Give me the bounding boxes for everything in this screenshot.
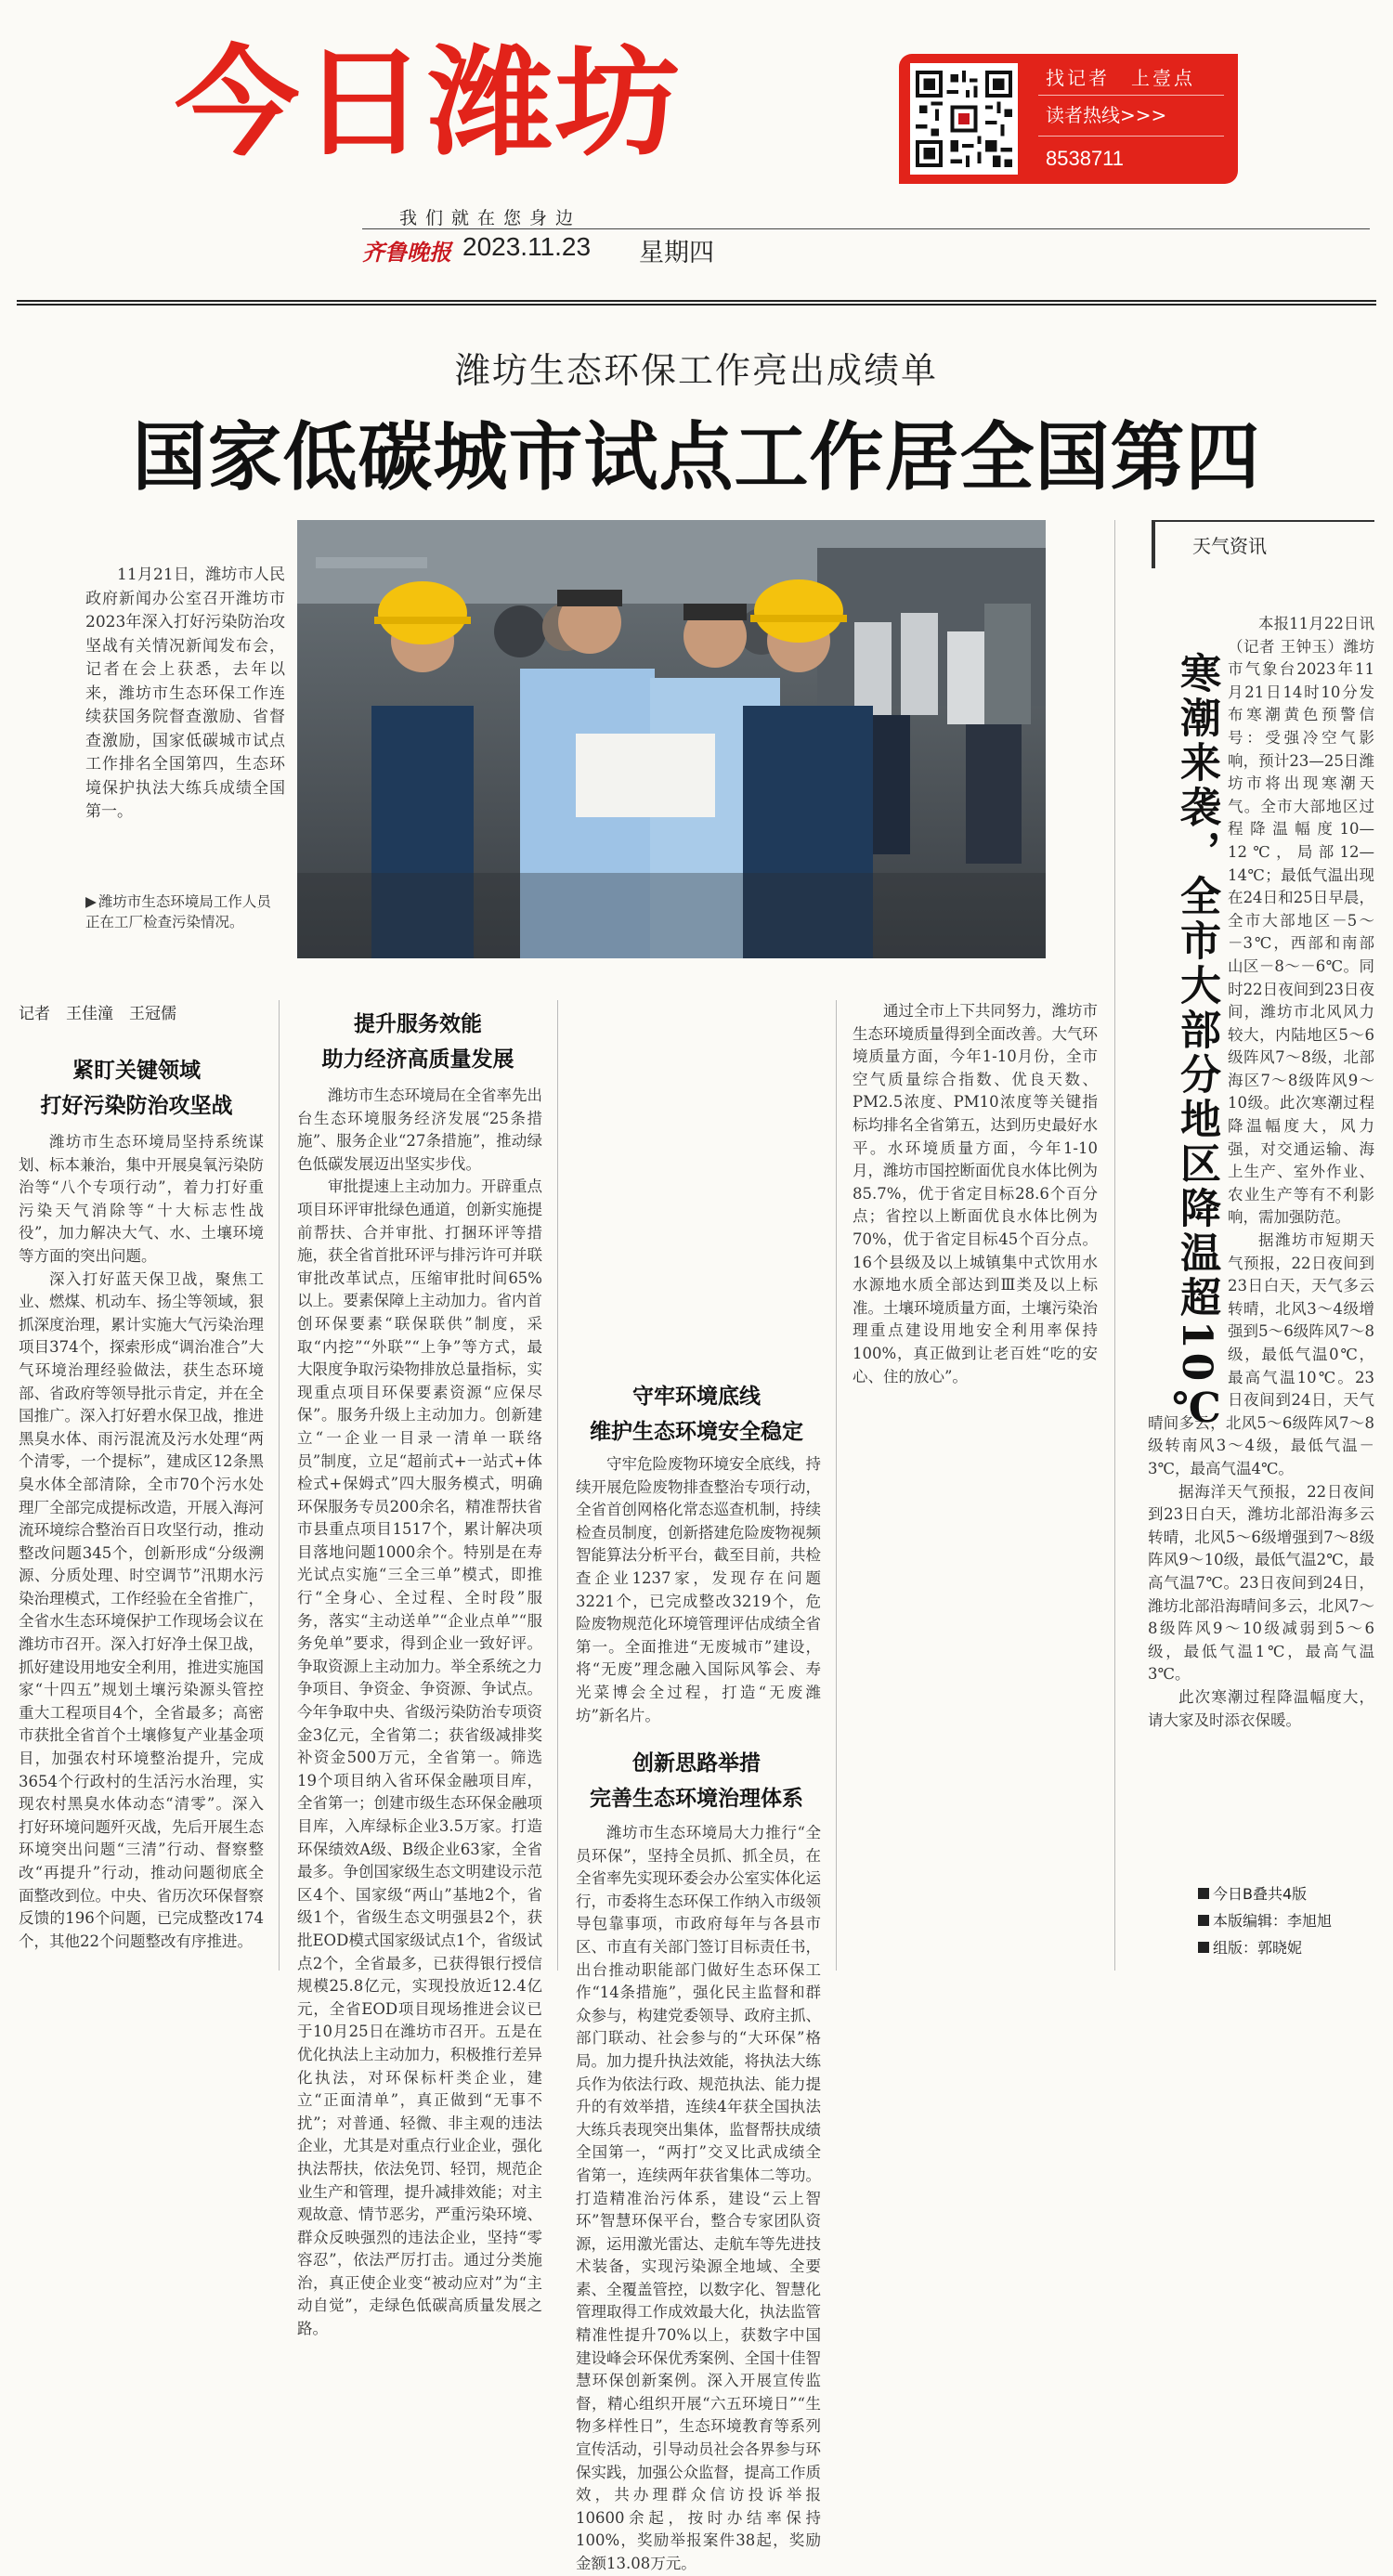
triangle-icon: ▶ [85,893,97,910]
masthead [0,0,1393,306]
qr-code-icon[interactable] [910,63,1018,175]
article-intro: 11月21日，潍坊市人民政府新闻办公室召开潍坊市2023年深入打好污染防治攻坚战有关情况新闻发布会，记者在会上获悉，去年以来，潍坊市生态环保工作连续获国务院督查激励、省督查激励，国家低碳城市试点工作排名全国第四，生态环境保护执法大练兵成绩全国第一。 [85,566,285,821]
section-heading-line: 提升服务效能 [354,1011,482,1036]
column-divider [557,1000,558,1971]
square-icon [1198,1888,1209,1899]
paragraph: 守牢危险废物环境安全底线，持续开展危险废物排查整治专项行动，全省首创网格化常态巡查机制，持续检查员制度，创新搭建危险废物视频智能算法分析平台，截至目前，共检查企业1237家，发现存在问题3221个，已完成整改3219个，危险废物规范化环境管理评估成绩全省第一。全面推进“无废城市”建设，将“无废”理念融入国际风筝会、寿光菜博会全过程，打造“无废潍坊”新名片。 [576,1455,821,1724]
column-text [576,1453,821,1732]
paragraph: 本报11月22日讯（记者 王钟玉）潍坊市气象台2023年11月21日14时10分发布寒潮黄色预警信号：受强冷空气影响，预计23—25日潍坊市将出现寒潮天气。全市大部地区过程降温幅度10—12℃，局部12—14℃；最低气温出现在24日和25日早晨，全市大部地区－5～－3℃，西部和南部山区－8～－6℃。同时22日夜间到23日夜间，潍坊市北风风力较大，内陆地区5～6级阵风7～8级，北部海区7～8级阵风9～10级。此次寒潮过程降温幅度大，风力强，对交通运输、海上生产、室外作业、农业生产等有不利影响，需加强防范。 [1228,615,1374,1227]
photo-caption [85,891,285,932]
hotline-slogan: 找记者 上壹点 [1046,67,1195,89]
section-heading-line: 维护生态环境安全稳定 [590,1419,803,1444]
masthead-slogan: 我们就在您身边 [399,208,582,228]
column-divider [279,1000,280,1971]
paragraph: 审批提速上主动加力。开辟重点项目环评审批绿色通道，创新实施提前帮扶、合并审批、打捆环评等措施，获全省首批环评与排污许可并联审批改革试点，压缩审批时间65%以上。要素保障上主动加力。省内首创环保要素“联保联供”制度，采取“内挖”“外联”“上争”等方式，最大限度争取污染物排放总量指标，实现重点项目环保要素资源“应保尽保”。服务升级上主动加力。创新建立“一企业一目录一清单一联络员”制度，立足“超前式+一站式+体检式+保姆式”四大服务模式，明确环保服务专员200余名，精准帮扶省市县重点项目1517个，累计解决项目落地问题1000余个。特别是在寿光试点实施“三全三单”模式，即推行“全身心、全过程、全时段”服务，落实“主动送单”“企业点单”“服务免单”要求，得到企业一致好评。争取资源上主动加力。举全系统之力争项目、争资金、争资源、争试点。今年争取中央、省级污染防治专项资金3亿元，全省第二；获省级减排奖补资金500万元，全省第一。筛选19个项目纳入省环保金融项目库，全省第一；创建市级生态环保金融项目库，入库绿标企业3.5万家。打造环保绩效A级、B级企业63家，全省最多。争创国家级生态文明建设示范区4个、国家级“两山”基地2个，省级1个，省级生态文明强县2个，获批EOD模式国家级试点1个，省级试点2个，全省最多，已获得银行授信规模25.8亿元，实现投放近12.4亿元，全省EOD项目现场推进会议已于10月25日在潍坊市召开。五是在优化执法上主动加力，积极推行差异化执法，对环保标杆类企业，建立“正面清单”，真正做到“无事不扰”；对普通、轻微、非主观的违法企业，尤其是对重点行业企业，强化执法帮扶，依法免罚、轻罚，规范企业生产和管理，提升减排效能；对主观故意、情节恶劣，严重污染环境、群众反映强烈的违法企业，坚持“零容忍”，依法严厉打击。通过分类施治，真正使企业变“被动应对”为“主动自觉”，走绿色低碳高质量发展之路。 [297,1177,542,2338]
section-heading-line: 完善生态环境治理体系 [590,1786,803,1811]
paragraph: 据潍坊市短期天气预报，22日夜间到23日白天，天气多云转晴，北风3～4级增强到5～6级阵风7～8级，最低气温0℃，最高气温10℃。23日夜间到24日，天气晴间多云，北风5～6级阵风7～8级转南风3～4级，最低气温－3℃，最高气温4℃。 [1148,1231,1374,1477]
hotline-number[interactable]: 8538711 [1046,147,1125,170]
paragraph: 此次寒潮过程降温幅度大，请大家及时添衣保暖。 [1148,1687,1374,1729]
paragraph: 深入打好蓝天保卫战，聚焦工业、燃煤、机动车、扬尘等领域，狠抓深度治理，累计实施大气污染治理项目374个，探索形成“调治准合”大气环境治理经验做法，获生态环境部、省政府等领导批示肯定，并在全国推广。深入打好碧水保卫战，推进黑臭水体、雨污混流及污水处理“两个清零，一个提标”，建成区12条黑臭水体全部清除，全市70个污水处理厂全部完成提标改造，开展入海河流环境综合整治百日攻坚行动，推动整改问题345个，创新形成“分级溯源、分质处理、时空调节”汛期水污染治理模式，工作经验在全省推广，全省水生态环境保护工作现场会议在潍坊市召开。深入打好净土保卫战，抓好建设用地安全利用，推进实施国家“十四五”规划土壤污染源头管控重大工程项目4个，全省最多；高密市获批全省首个土壤修复产业基金项目，加强农村环境整治提升，完成3654个行政村的生活污水治理，实现农村黑臭水体动态“清零”。深入打好环境问题歼灭战，先后开展生态环境突出问题“三清”行动、督察整改“再提升”行动，推动问题彻底全面整改到位。中央、省历次环保督察反馈的196个问题，已完成整改174个，其他22个问题整改有序推进。 [19,1269,264,1950]
reader-hotline-box [899,54,1238,184]
article-headline: 国家低碳城市试点工作居全国第四 [132,413,1261,501]
section-heading-line: 创新思路举措 [632,1750,761,1776]
section-heading-line: 打好污染防治攻坚战 [40,1093,233,1118]
column-text [297,1085,542,2338]
paragraph: 潍坊市生态环境局坚持系统谋划、标本兼治，集中开展臭氧污染防治等“八个专项行动”，着力打好重污染天气消除等“十大标志性战役”，加力解决大气、水、土壤环境等方面的突出问题。 [19,1133,264,1265]
hotline-divider [1038,95,1224,96]
weather-headline: 寒潮来袭，全市大部分地区降温超10℃ [1173,652,1220,1437]
page-layout: 组版：郭晓妮 [1198,1934,1332,1961]
weather-section-label: 天气资讯 [1152,520,1374,568]
masthead-divider [362,228,1370,229]
column-divider [1114,520,1115,1971]
masthead-rule [17,300,1376,306]
brand-logo: 齐鲁晚报 [362,239,451,266]
issue-date: 2023.11.23 [462,232,592,261]
masthead-title: 今日潍坊 [175,34,683,173]
paragraph: 据海洋天气预报，22日夜间到23日白天，潍坊北部沿海多云转晴，北风5～6级增强到7～8级阵风9～10级，最低气温2℃，最高气温7℃。23日夜间到24日，潍坊北部沿海晴间多云，北风7～8级阵风9～10级减弱到5～6级，最低气温1℃，最高气温3℃。 [1148,1482,1374,1684]
byline: 记者 王佳潼 王冠儒 [19,1005,176,1023]
paragraph: 潍坊市生态环境局在全省率先出台生态环境服务经济发展“25条措施”、服务企业“27条措施”，推动绿色低碳发展迈出坚实步伐。 [297,1086,542,1173]
page-editor: 本版编辑：李旭旭 [1198,1907,1332,1934]
square-icon [1198,1915,1209,1926]
page-count: 今日B叠共4版 [1198,1880,1332,1907]
paragraph: 通过全市上下共同努力，潍坊市生态环境质量得到全面改善。大气环境质量方面，今年1-10月份，全市空气质量综合指数、优良天数、PM2.5浓度、PM10浓度等关键指标均排名全省第五，达到历史最好水平。水环境质量方面，今年1-10月，潍坊市国控断面优良水体比例为85.7%，优于省定目标28.6个百分点；省控以上断面优良水体比例为70%，优于省定目标45个百分点。16个县级及以上城镇集中式饮用水水源地水质全部达到Ⅲ类及以上标准。土壤环境质量方面，土壤污染治理重点建设用地安全利用率保持100%，真正做到让老百姓“吃的安心、住的放心”。 [853,1002,1098,1386]
section-heading [288,1007,548,1077]
column-divider [836,1000,837,1971]
news-photo [297,520,1046,958]
hotline-divider [1038,136,1224,137]
article-subhead: 潍坊生态环保工作亮出成绩单 [454,350,938,391]
section-heading [566,1746,827,1816]
hotline-label: 读者热线>>> [1046,104,1167,126]
column-text [853,1000,1098,1971]
issue-weekday: 星期四 [639,239,714,267]
section-heading-line: 紧盯关键领域 [72,1058,201,1083]
column-text [19,1131,264,1971]
section-heading-line: 守牢环境底线 [632,1384,761,1409]
section-heading [20,1053,253,1124]
page-footer-info [1198,1880,1332,1961]
photo-caption-text: 潍坊市生态环境局工作人员正在工厂检查污染情况。 [85,893,271,930]
section-heading [566,1379,827,1450]
square-icon [1198,1942,1209,1953]
paragraph: 潍坊市生态环境局大力推行“全员环保”，坚持全员抓、抓全员，在全省率先实现环委会办公室实体化运行，市委将生态环保工作纳入市级领导包靠事项，市政府每年与各县市区、市直有关部门签订目标责任书，出台推动职能部门做好生态环保工作“14条措施”，强化民主监督和群众参与，构建党委领导、政府主抓、部门联动、社会参与的“大环保”格局。加力提升执法效能，将执法大练兵作为依法行政、规范执法、能力提升的有效举措，连续4年获全国执法大练兵表现突出集体，监督帮扶成绩全国第一，“两打”交叉比武成绩全省第一，连续两年获省集体二等功。打造精准治污体系，建设“云上智环”智慧环保平台，整合专家团队资源，运用激光雷达、走航车等先进技术装备，实现污染源全地域、全要素、全覆盖管控，以数字化、智慧化管理取得工作成效最大化，执法监管精准性提升70%以上，获数字中国建设峰会环保优秀案例、全国十佳智慧环保创新案例。深入开展宣传监督，精心组织开展“六五环境日”“生物多样性日”，生态环境教育等系列宣传活动，引导动员社会各界参与环保实践，加强公众监督，提高工作质效，共办理群众信访投诉举报10600余起，按时办结率保持100%，奖励举报案件38起，奖励金额13.08万元。 [576,1824,821,2572]
column-text [576,1822,821,2572]
section-heading-line: 助力经济高质量发展 [321,1047,514,1072]
